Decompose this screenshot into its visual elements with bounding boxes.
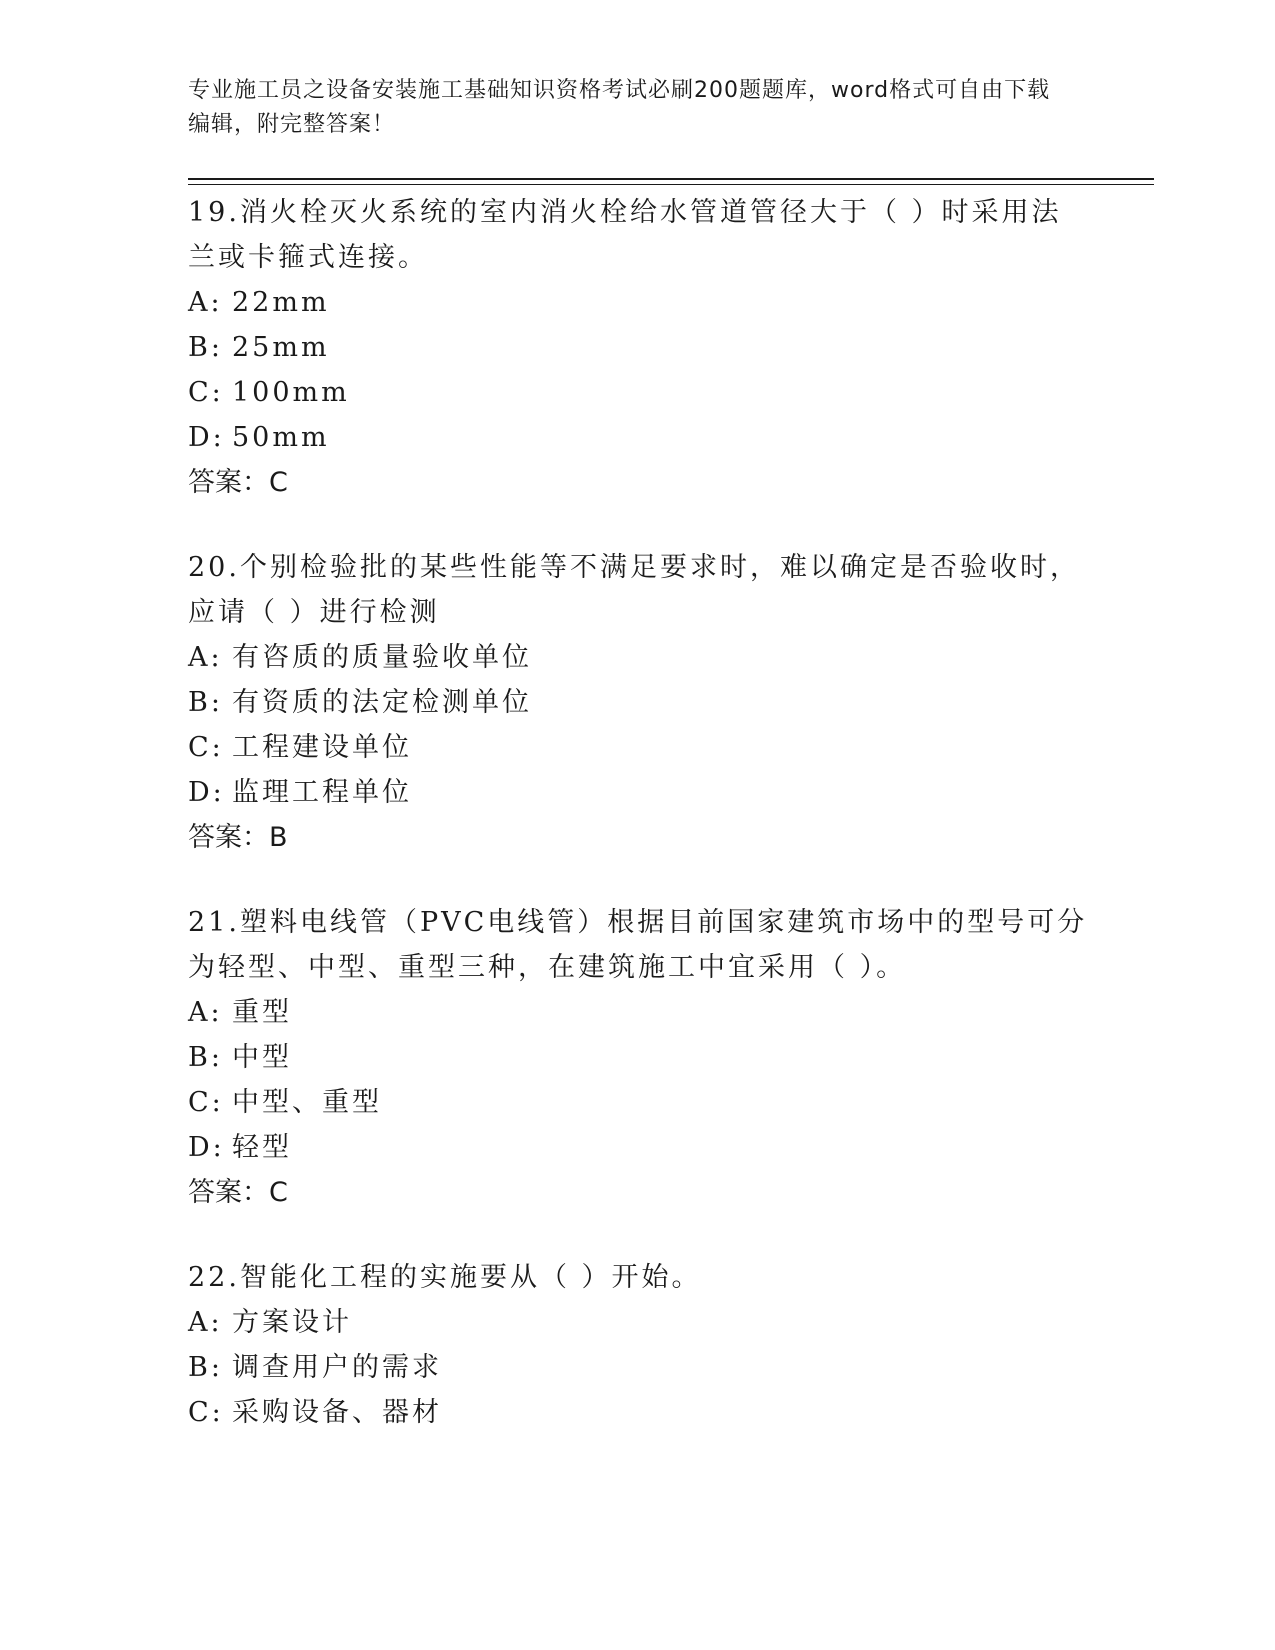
option-text: 100mm bbox=[232, 377, 350, 408]
question-21 bbox=[188, 900, 1088, 1215]
option-text: 监理工程单位 bbox=[232, 777, 412, 808]
option-b bbox=[188, 1035, 1088, 1080]
option-key: B: bbox=[188, 332, 223, 363]
option-b bbox=[188, 325, 1088, 370]
option-a bbox=[188, 635, 1088, 680]
option-a bbox=[188, 1300, 1088, 1345]
option-text: 25mm bbox=[232, 332, 330, 363]
option-key: C: bbox=[188, 1087, 224, 1118]
option-text: 中型 bbox=[232, 1042, 292, 1073]
question-22 bbox=[188, 1255, 1088, 1435]
option-a bbox=[188, 280, 1088, 325]
question-19 bbox=[188, 190, 1088, 505]
option-key: D: bbox=[188, 1132, 225, 1163]
option-text: 重型 bbox=[232, 997, 292, 1028]
option-key: A: bbox=[188, 1307, 223, 1338]
option-d bbox=[188, 770, 1088, 815]
header-rule-thin bbox=[188, 184, 1154, 185]
option-b bbox=[188, 680, 1088, 725]
option-text: 方案设计 bbox=[232, 1307, 352, 1338]
option-text: 50mm bbox=[232, 422, 330, 453]
answer-line: 答案：B bbox=[188, 822, 288, 853]
option-text: 22mm bbox=[232, 287, 330, 318]
option-c bbox=[188, 725, 1088, 770]
question-list bbox=[188, 190, 1088, 1475]
option-key: A: bbox=[188, 287, 223, 318]
option-key: C: bbox=[188, 732, 224, 763]
option-text: 有资质的法定检测单位 bbox=[232, 687, 532, 718]
option-key: C: bbox=[188, 1397, 224, 1428]
option-text: 调查用户的需求 bbox=[232, 1352, 442, 1383]
question-stem: 19.消火栓灭火系统的室内消火栓给水管道管径大于（ ）时采用法兰或卡箍式连接。 bbox=[188, 197, 1062, 273]
option-a bbox=[188, 990, 1088, 1035]
option-d bbox=[188, 415, 1088, 460]
option-c bbox=[188, 370, 1088, 415]
option-key: D: bbox=[188, 422, 225, 453]
option-key: A: bbox=[188, 642, 223, 673]
option-key: C: bbox=[188, 377, 224, 408]
option-text: 轻型 bbox=[232, 1132, 292, 1163]
option-key: B: bbox=[188, 1042, 223, 1073]
option-text: 中型、重型 bbox=[232, 1087, 382, 1118]
question-stem: 20.个别检验批的某些性能等不满足要求时，难以确定是否验收时，应请（ ）进行检测 bbox=[188, 552, 1080, 628]
document-header: 专业施工员之设备安装施工基础知识资格考试必刷200题题库，word格式可自由下载编辑，附完整答案！ bbox=[188, 78, 1051, 137]
option-text: 采购设备、器材 bbox=[232, 1397, 442, 1428]
option-c bbox=[188, 1390, 1088, 1435]
question-stem: 21.塑料电线管（PVC电线管）根据目前国家建筑市场中的型号可分为轻型、中型、重型三种，在建筑施工中宜采用（ ）。 bbox=[188, 907, 1088, 983]
answer-line: 答案：C bbox=[188, 467, 288, 498]
option-d bbox=[188, 1125, 1088, 1170]
option-c bbox=[188, 1080, 1088, 1125]
answer-line: 答案：C bbox=[188, 1177, 288, 1208]
option-key: D: bbox=[188, 777, 225, 808]
option-key: B: bbox=[188, 687, 223, 718]
option-key: B: bbox=[188, 1352, 223, 1383]
header-rule-thick bbox=[188, 178, 1154, 180]
option-key: A: bbox=[188, 997, 223, 1028]
option-text: 有咨质的质量验收单位 bbox=[232, 642, 532, 673]
question-stem: 22.智能化工程的实施要从（ ）开始。 bbox=[188, 1262, 702, 1293]
option-text: 工程建设单位 bbox=[232, 732, 412, 763]
option-b bbox=[188, 1345, 1088, 1390]
question-20 bbox=[188, 545, 1088, 860]
